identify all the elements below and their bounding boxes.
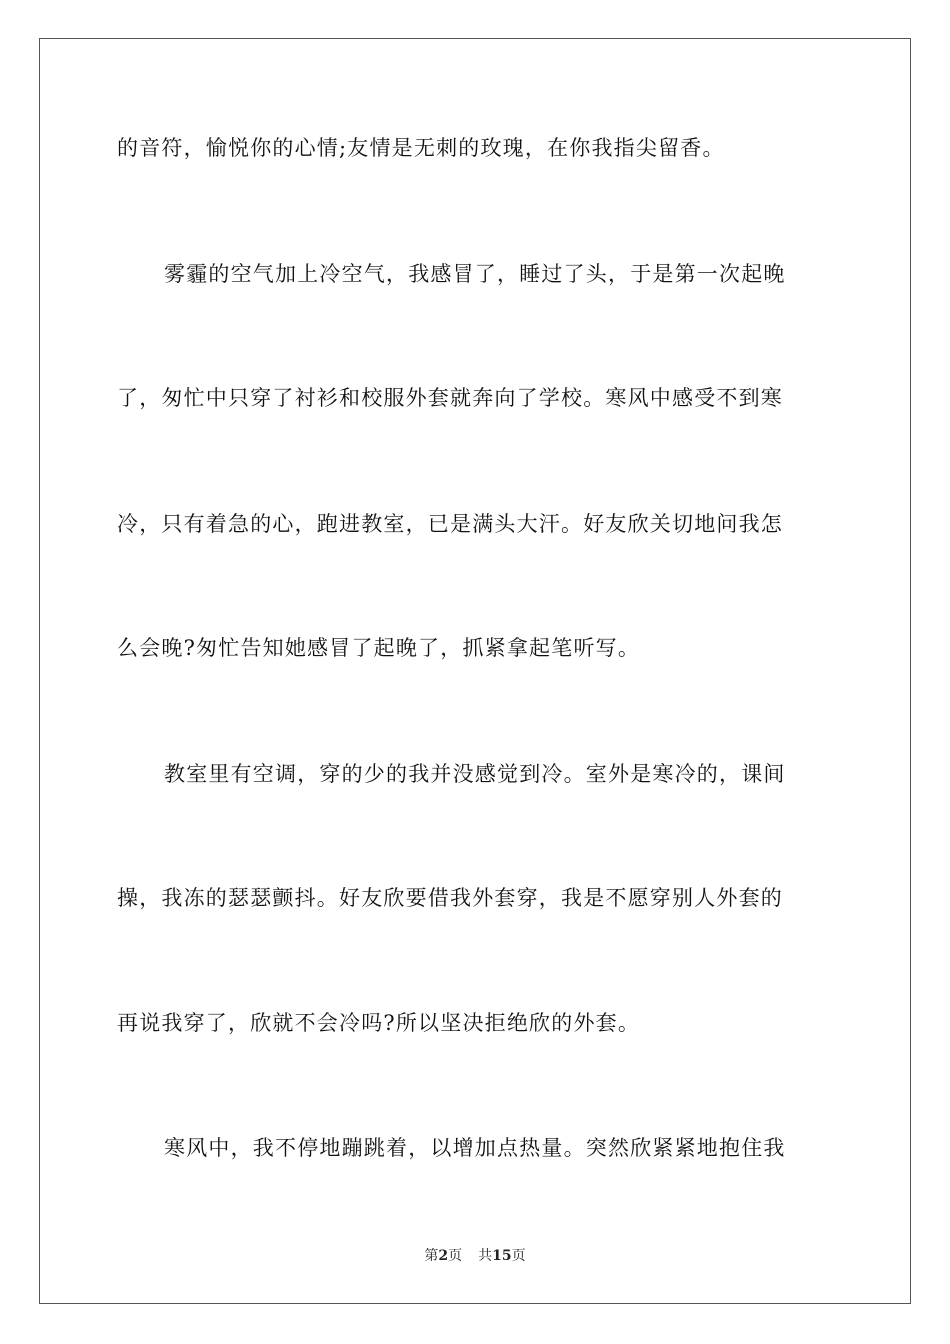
- text-line: 操，我冻的瑟瑟颤抖。好友欣要借我外套穿，我是不愿穿别人外套的: [117, 886, 783, 910]
- text-line: 么会晚?匆忙告知她感冒了起晚了，抓紧拿起笔听写。: [117, 636, 641, 660]
- total-pages: 15: [492, 1248, 512, 1264]
- total-suffix: 页: [511, 1248, 526, 1264]
- page-border: [39, 38, 911, 1304]
- text-line: 了，匆忙中只穿了衬衫和校服外套就奔向了学校。寒风中感受不到寒: [117, 386, 783, 410]
- text-line: 冷，只有着急的心，跑进教室，已是满头大汗。好友欣关切地问我怎: [117, 512, 783, 536]
- paragraph-start-line: 寒风中，我不停地蹦跳着，以增加点热量。突然欣紧紧地抱住我: [164, 1136, 786, 1160]
- text-line: 再说我穿了，欣就不会冷吗?所以坚决拒绝欣的外套。: [117, 1011, 641, 1035]
- page-prefix: 第: [424, 1248, 439, 1264]
- text-line: 的音符，愉悦你的心情;友情是无刺的玫瑰，在你我指尖留香。: [117, 136, 725, 160]
- page-number: 2: [438, 1248, 449, 1264]
- page-suffix: 页: [448, 1248, 463, 1264]
- total-prefix: 共: [478, 1248, 493, 1264]
- paragraph-start-line: 教室里有空调，穿的少的我并没感觉到冷。室外是寒冷的，课间: [164, 762, 786, 786]
- page-footer: [0, 1247, 950, 1265]
- paragraph-start-line: 雾霾的空气加上冷空气，我感冒了，睡过了头，于是第一次起晚: [164, 262, 786, 286]
